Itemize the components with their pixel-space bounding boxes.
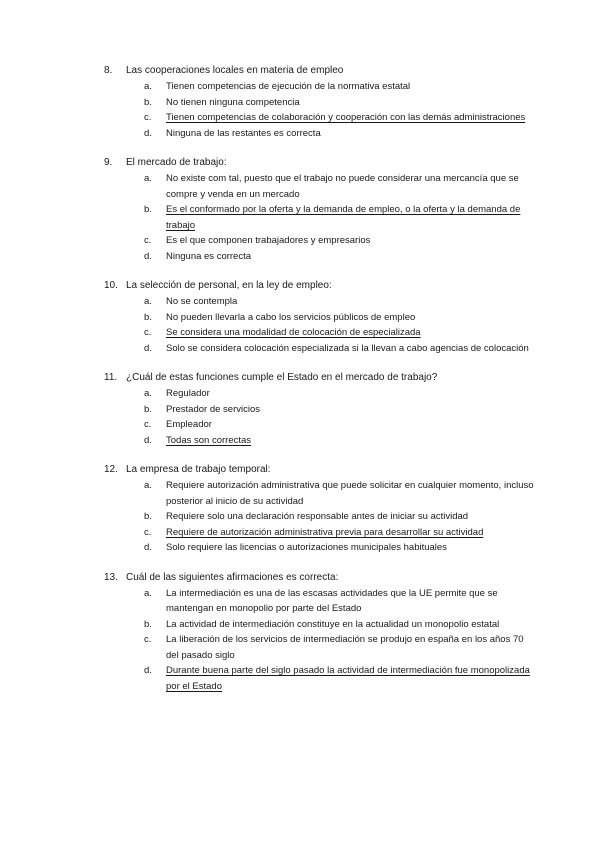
question-number: 9. <box>104 157 113 168</box>
option-b <box>144 509 534 525</box>
option-text: Ninguna es correcta <box>166 250 252 262</box>
option-letter: b. <box>144 403 152 415</box>
option-text: No tienen ninguna competencia <box>166 96 300 108</box>
question-9 <box>104 155 524 264</box>
option-letter: a. <box>144 587 152 599</box>
option-letter: b. <box>144 311 152 323</box>
option-c <box>144 233 534 249</box>
question-number: 13. <box>104 571 118 583</box>
question-8 <box>104 63 524 141</box>
options-list <box>144 478 534 556</box>
option-text: Regulador <box>166 388 210 399</box>
option-letter: c. <box>144 526 152 538</box>
option-letter: b. <box>144 96 152 108</box>
question-text: ¿Cuál de estas funciones cumple el Estado en el mercado de trabajo? <box>126 372 438 383</box>
question-text: La empresa de trabajo temporal: <box>126 464 271 475</box>
option-d <box>144 249 534 265</box>
option-b <box>144 95 534 111</box>
option-letter: c. <box>144 419 152 430</box>
options-list <box>144 586 530 695</box>
option-c <box>144 525 534 541</box>
question-stem <box>104 155 524 171</box>
option-d <box>144 433 534 449</box>
question-10 <box>104 278 529 356</box>
option-a <box>144 294 534 310</box>
option-text: Es el que componen trabajadores y empresarios <box>166 235 371 246</box>
question-13 <box>104 570 530 695</box>
option-d <box>144 663 534 694</box>
option-text-correct: Durante buena parte del siglo pasado la actividad de intermediación fue monopolizada por el Estado <box>166 665 530 692</box>
option-letter: d. <box>144 250 152 262</box>
option-d <box>144 341 534 357</box>
question-stem <box>104 278 524 294</box>
question-text: Cuál de las siguientes afirmaciones es correcta: <box>126 571 339 583</box>
option-text: No se contempla <box>166 296 238 307</box>
option-b <box>144 202 534 233</box>
option-text: No pueden llevarla a cabo los servicios públicos de empleo <box>166 311 416 323</box>
option-letter: d. <box>144 127 152 139</box>
question-text: La selección de personal, en la ley de empleo: <box>126 280 332 291</box>
option-letter: d. <box>144 542 152 553</box>
option-text: Requiere autorización administrativa que puede solicitar en cualquier momento, incluso posterior al inicio de su actividad <box>166 480 534 507</box>
option-a <box>144 171 534 202</box>
option-letter: b. <box>144 204 152 215</box>
option-a <box>144 79 534 95</box>
option-text-correct: Es el conformado por la oferta y la demanda de empleo, o la oferta y la demanda de trabajo <box>166 204 521 231</box>
options-list <box>144 171 524 264</box>
question-stem <box>104 462 524 478</box>
option-letter: a. <box>144 388 152 399</box>
option-text: Solo se considera colocación especializada si la llevan a cabo agencias de colocación <box>166 342 529 354</box>
option-letter: a. <box>144 480 152 491</box>
option-letter: d. <box>144 665 152 676</box>
options-list <box>144 294 529 356</box>
option-text: La liberación de los servicios de intermediación se produjo en españa en los años 70 del pasado siglo <box>166 634 524 661</box>
question-11 <box>104 370 524 448</box>
option-text: La actividad de intermediación constituye en la actualidad un monopolio estatal <box>166 618 500 630</box>
option-text-correct: Tienen competencias de colaboración y cooperación con las demás administraciones <box>166 112 526 123</box>
question-text: Las cooperaciones locales en materia de empleo <box>126 65 344 76</box>
question-stem <box>104 570 524 586</box>
option-letter: a. <box>144 81 152 92</box>
options-list <box>144 79 524 141</box>
option-text: Requiere solo una declaración responsable antes de iniciar su actividad <box>166 511 469 522</box>
option-d <box>144 540 534 556</box>
option-a <box>144 586 534 617</box>
option-text: Tienen competencias de ejecución de la normativa estatal <box>166 81 411 92</box>
option-c <box>144 325 534 341</box>
option-letter: c. <box>144 327 152 338</box>
option-text: La intermediación es una de las escasas actividades que la UE permite que se mantengan en monopolio por parte del Estado <box>166 587 498 614</box>
option-text: Ninguna de las restantes es correcta <box>166 127 321 139</box>
option-letter: a. <box>144 173 152 184</box>
question-stem <box>104 370 524 386</box>
option-b <box>144 617 534 633</box>
option-text-correct: Se considera una modalidad de colocación de especializada <box>166 327 421 338</box>
option-letter: c. <box>144 634 152 645</box>
option-c <box>144 110 534 126</box>
option-text-correct: Todas son correctas <box>166 434 252 446</box>
options-list <box>144 386 524 448</box>
option-b <box>144 402 534 418</box>
option-letter: d. <box>144 434 152 446</box>
option-a <box>144 478 534 509</box>
option-d <box>144 126 534 142</box>
option-text: Solo requiere las licencias o autorizaciones municipales habituales <box>166 542 447 553</box>
option-letter: a. <box>144 296 152 307</box>
question-number: 8. <box>104 65 113 76</box>
option-letter: b. <box>144 511 152 522</box>
option-text: Prestador de servicios <box>166 403 260 415</box>
question-12 <box>104 462 534 556</box>
option-a <box>144 386 534 402</box>
option-text: No existe com tal, puesto que el trabajo no puede considerar una mercancía que se compre y venda en un mercado <box>166 173 519 200</box>
question-text: El mercado de trabajo: <box>126 157 227 168</box>
option-b <box>144 310 534 326</box>
question-number: 11. <box>104 372 118 383</box>
option-letter: c. <box>144 112 152 123</box>
option-letter: b. <box>144 618 152 630</box>
option-c <box>144 632 534 663</box>
option-letter: c. <box>144 235 152 246</box>
option-text-correct: Requiere de autorización administrativa previa para desarrollar su actividad <box>166 526 484 538</box>
option-c <box>144 417 534 433</box>
question-number: 10. <box>104 280 118 291</box>
question-number: 12. <box>104 464 118 475</box>
option-text: Empleador <box>166 419 212 430</box>
option-letter: d. <box>144 342 152 354</box>
question-stem <box>104 63 524 79</box>
